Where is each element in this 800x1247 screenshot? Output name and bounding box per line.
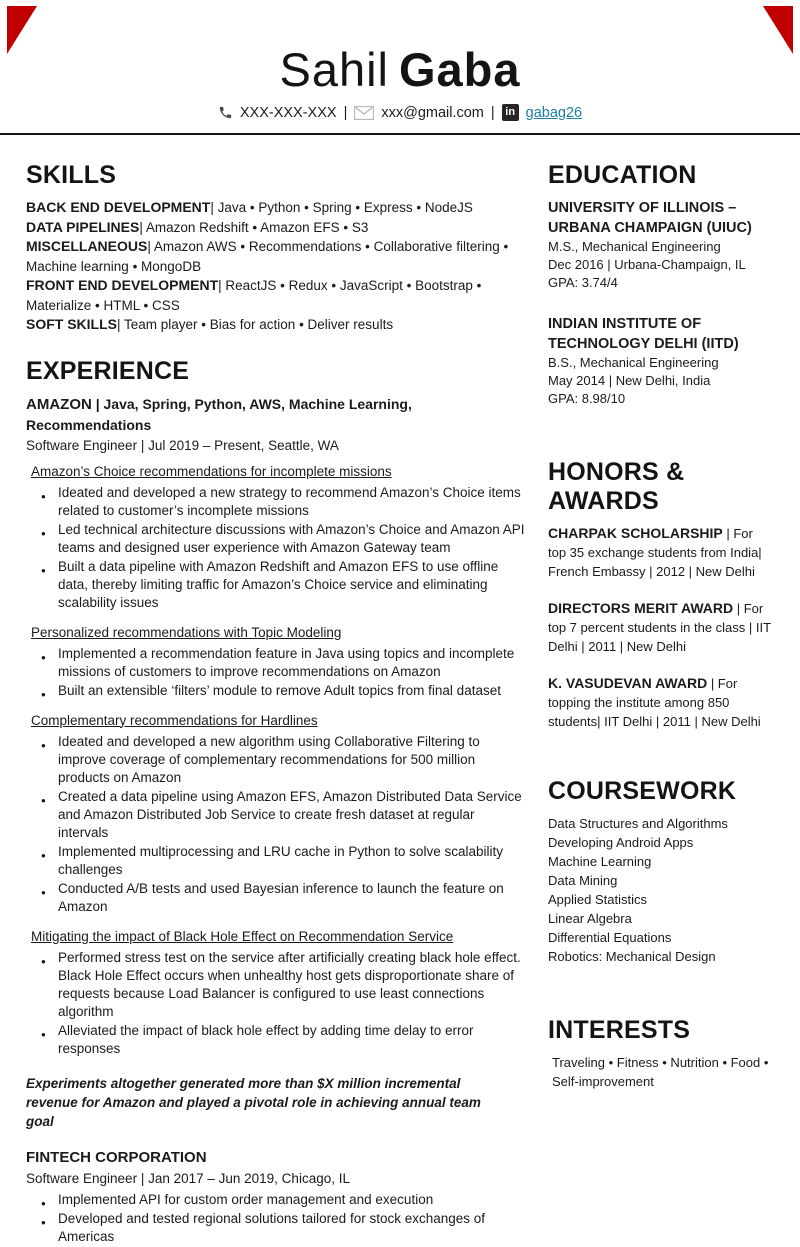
skill-values: | ReactJS • Redux • JavaScript • Bootstrap • Materialize • HTML • CSS	[26, 278, 482, 313]
bullet-item: ● Built an extensible ‘filters’ module to remove Adult topics from final dataset	[58, 682, 528, 700]
course-item: Data Structures and Algorithms	[548, 816, 728, 831]
header	[0, 0, 800, 135]
linkedin-glyph: in	[505, 106, 516, 118]
corner-accent-top-right	[763, 6, 793, 54]
skill-values: | Amazon AWS • Recommendations • Collaborative filtering • Machine learning • MongoDB	[26, 239, 509, 274]
project-group	[26, 463, 528, 612]
award-block	[548, 674, 774, 731]
gpa: GPA: 8.98/10	[548, 391, 626, 406]
bullet-item: ● Implemented a recommendation feature in Java using topics and incomplete missions of customers to improve recommendations on Amazon	[58, 645, 528, 681]
course-item: Linear Algebra	[548, 911, 632, 926]
experience-section-title: EXPERIENCE	[26, 356, 190, 385]
company-name: FINTECH CORPORATION	[26, 1148, 207, 1166]
project-group	[26, 624, 528, 700]
bullet-item: ● Ideated and developed a new strategy to recommend Amazon’s Choice items related to customer’s incomplete missions	[58, 484, 528, 520]
bullet-item: ● Conducted A/B tests and used Bayesian inference to launch the feature on Amazon	[58, 880, 528, 916]
bullet-item: ● Developed and tested regional solutions tailored for stock exchanges of Americas	[58, 1210, 528, 1246]
project-heading: Complementary recommendations for Hardlines	[31, 712, 318, 728]
interests-text: Traveling • Fitness • Nutrition • Food • Self-improvement	[552, 1055, 769, 1089]
phone-text: XXX-XXX-XXX	[239, 104, 337, 121]
award-details: | For topping the institute among 850 students| IIT Delhi | 2011 | New Delhi	[548, 676, 761, 729]
company-name: AMAZON	[26, 395, 92, 413]
bullet-item: ● Implemented API for custom order management and execution	[58, 1191, 528, 1209]
summary-note: Experiments altogether generated more than $X million incremental revenue for Amazon and played a pivotal role in achieving annual team goal	[26, 1075, 481, 1129]
education-section-title: EDUCATION	[548, 161, 697, 189]
degree: M.S., Mechanical Engineering	[548, 239, 721, 254]
project-heading: Mitigating the impact of Black Hole Effect on Recommendation Service	[31, 928, 454, 944]
skill-values: | Team player • Bias for action • Deliver results	[117, 317, 394, 332]
company-row	[26, 394, 528, 435]
award-name: CHARPAK SCHOLARSHIP	[548, 525, 723, 541]
first-name: Sahil	[279, 43, 389, 96]
bullet-item: ● Performed stress test on the service after artificially creating black hole effect. Black Hole Effect occurs when unhealthy host gets disproportionate share of requests because Load Balancer is configured to use least connections algorithm	[58, 949, 528, 1021]
linkedin-icon[interactable]	[502, 104, 519, 121]
envelope-icon	[354, 106, 374, 120]
bullet-list	[26, 1191, 528, 1246]
skill-label: BACK END DEVELOPMENT	[26, 199, 211, 215]
award-details: | For top 7 percent students in the class | IIT Delhi | 2011 | New Delhi	[548, 601, 771, 654]
bullet-item: ● Ideated and developed a new algorithm using Collaborative Filtering to improve coverage of complementary recommendations for 500 million products on Amazon	[58, 733, 528, 787]
bullet-list	[26, 949, 528, 1058]
page-title	[0, 44, 800, 96]
award-block	[548, 599, 774, 656]
skill-label: SOFT SKILLS	[26, 316, 117, 332]
school-block	[548, 314, 774, 408]
bullet-list	[26, 484, 528, 612]
skill-row	[26, 198, 528, 218]
role-row: Software Engineer | Jul 2019 – Present, Seattle, WA	[26, 437, 339, 453]
fintech-block	[26, 1147, 528, 1246]
corner-accent-top-left	[7, 6, 37, 54]
phone-icon	[218, 105, 233, 120]
school-block	[548, 198, 774, 292]
skill-label: DATA PIPELINES	[26, 218, 140, 235]
skill-values: | Amazon Redshift • Amazon EFS • S3	[139, 219, 369, 235]
role-row: Software Engineer | Jan 2017 – Jun 2019, Chicago, IL	[26, 1170, 350, 1186]
degree: B.S., Mechanical Engineering	[548, 355, 719, 370]
project-heading: Personalized recommendations with Topic Modeling	[31, 624, 342, 640]
skills-section-title: SKILLS	[26, 161, 117, 189]
project-group	[26, 928, 528, 1058]
left-column	[26, 161, 528, 1247]
email-text: xxx@gmail.com	[381, 104, 484, 121]
skill-label: MISCELLANEOUS	[26, 238, 148, 254]
company-row	[26, 1147, 528, 1168]
project-group	[26, 712, 528, 916]
right-column	[548, 161, 774, 1247]
school-name: UNIVERSITY OF ILLINOIS – URBANA CHAMPAIGN (UIUC)	[548, 200, 752, 236]
skill-row	[26, 315, 528, 335]
contact-separator: |	[343, 104, 348, 121]
course-item: Differential Equations	[548, 930, 672, 945]
bullet-item: ● Built a data pipeline with Amazon Redshift and Amazon EFS to use offline data, thereby limiting traffic for Amazon’s Choice service and eliminating scalability issues	[58, 558, 528, 612]
contact-separator: |	[490, 104, 495, 121]
honors-section-title: HONORS & AWARDS	[548, 458, 685, 515]
course-item: Data Mining	[548, 873, 618, 888]
project-heading: Amazon’s Choice recommendations for incomplete missions	[31, 463, 392, 479]
bullet-item: ● Led technical architecture discussions with Amazon’s Choice and Amazon API teams and designed user experience with Amazon Gateway team	[58, 521, 528, 557]
skill-values: | Java • Python • Spring • Express • NodeJS	[210, 200, 473, 215]
date-location: May 2014 | New Delhi, India	[548, 373, 711, 388]
course-item: Applied Statistics	[548, 892, 647, 907]
skill-row	[26, 237, 528, 276]
bullet-item: ● Created a data pipeline using Amazon EFS, Amazon Distributed Data Service and Amazon Distributed Job Service to create fresh dataset at regular intervals	[58, 788, 528, 842]
coursework-section-title: COURSEWORK	[548, 777, 737, 805]
linkedin-link[interactable]: gabag26	[525, 104, 583, 121]
school-name: INDIAN INSTITUTE OF TECHNOLOGY DELHI (IITD)	[548, 316, 739, 352]
bullet-list	[26, 645, 528, 700]
content-columns	[0, 161, 800, 1247]
skill-label: FRONT END DEVELOPMENT	[26, 277, 219, 293]
award-block	[548, 524, 774, 581]
skill-row	[26, 276, 528, 315]
last-name: Gaba	[398, 43, 521, 96]
interests-section-title: INTERESTS	[548, 1016, 691, 1044]
course-item: Machine Learning	[548, 854, 652, 869]
header-divider	[0, 133, 800, 135]
bullet-item: ● Alleviated the impact of black hole effect by adding time delay to error responses	[58, 1022, 528, 1058]
bullet-item: ● Implemented multiprocessing and LRU cache in Python to solve scalability challenges	[58, 843, 528, 879]
company-tech: | Java, Spring, Python, AWS, Machine Learning, Recommendations	[26, 395, 412, 433]
course-item: Robotics: Mechanical Design	[548, 949, 716, 964]
course-item: Developing Android Apps	[548, 835, 694, 850]
award-details: | For top 35 exchange students from India| French Embassy | 2012 | New Delhi	[548, 526, 762, 579]
award-name: K. VASUDEVAN AWARD	[548, 675, 708, 691]
gpa: GPA: 3.74/4	[548, 275, 618, 290]
award-name: DIRECTORS MERIT AWARD	[548, 600, 734, 616]
bullet-list	[26, 733, 528, 916]
skill-row	[26, 218, 528, 238]
contact-row	[0, 104, 800, 121]
date-location: Dec 2016 | Urbana-Champaign, IL	[548, 257, 746, 272]
